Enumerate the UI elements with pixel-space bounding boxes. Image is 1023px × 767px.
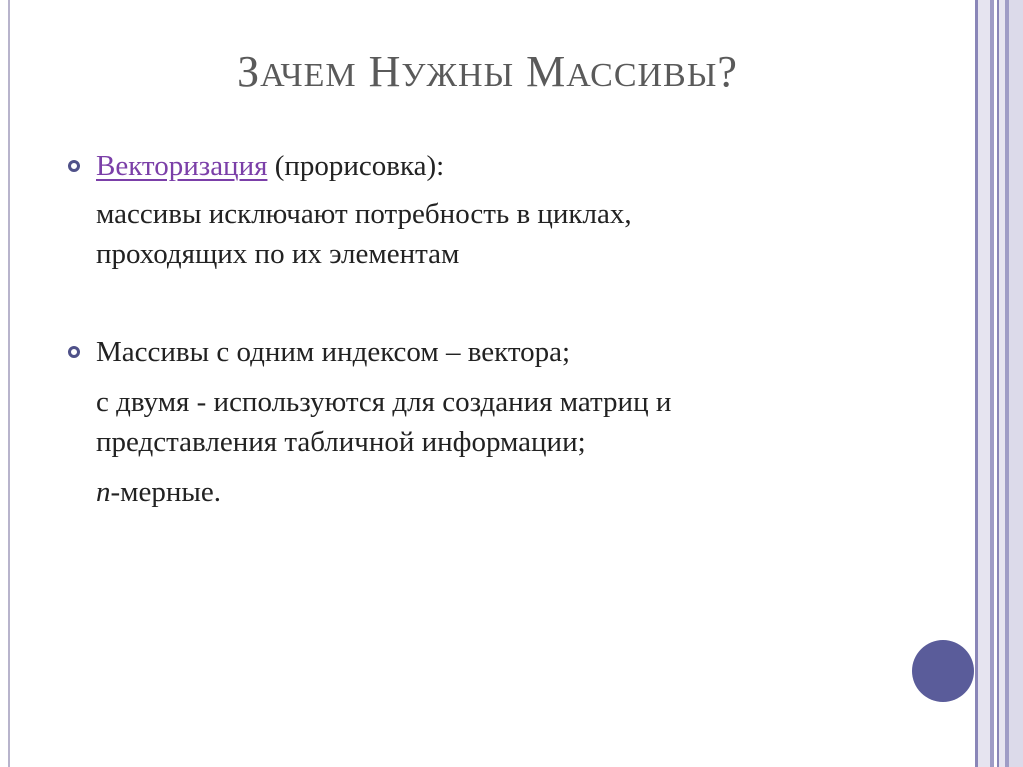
bullet-ring-icon [68, 346, 80, 358]
title-cap: М [526, 47, 567, 96]
stripe [978, 0, 990, 767]
left-border-line [8, 0, 10, 767]
title-cap: З [237, 47, 261, 96]
bullet-2-last-line [96, 474, 221, 510]
right-decorative-stripes [975, 0, 1023, 767]
title-rest: АССИВЫ [566, 57, 718, 94]
title-word-2 [369, 47, 515, 96]
bullet-2-line: Массивы с одним индексом – вектора; [96, 336, 571, 368]
bullet-2-continuation: с двумя - используются для создания матриц и [96, 386, 672, 418]
n-dimensional-text: -мерные. [110, 476, 222, 508]
bullet-1-continuation: массивы исключают потребность в циклах, [96, 198, 632, 230]
title-question-mark: ? [717, 47, 738, 96]
bullet-2-continuation: представления табличной информации; [96, 426, 586, 458]
title-rest: АЧЕМ [260, 57, 357, 94]
vectorization-link[interactable]: Векторизация [96, 150, 268, 182]
decorative-circle [912, 640, 974, 702]
bullet-1-line [96, 148, 444, 184]
title-rest: УЖНЫ [401, 57, 515, 94]
title-word-1 [237, 47, 357, 96]
n-variable: n [96, 476, 111, 508]
title-cap: Н [368, 47, 402, 96]
bullet-1-text: (прорисовка): [267, 150, 445, 182]
slide-title [0, 44, 975, 104]
bullet-1-continuation: проходящих по их элементам [96, 238, 460, 270]
bullet-ring-icon [68, 160, 80, 172]
stripe [1009, 0, 1023, 767]
title-word-3 [526, 47, 738, 96]
